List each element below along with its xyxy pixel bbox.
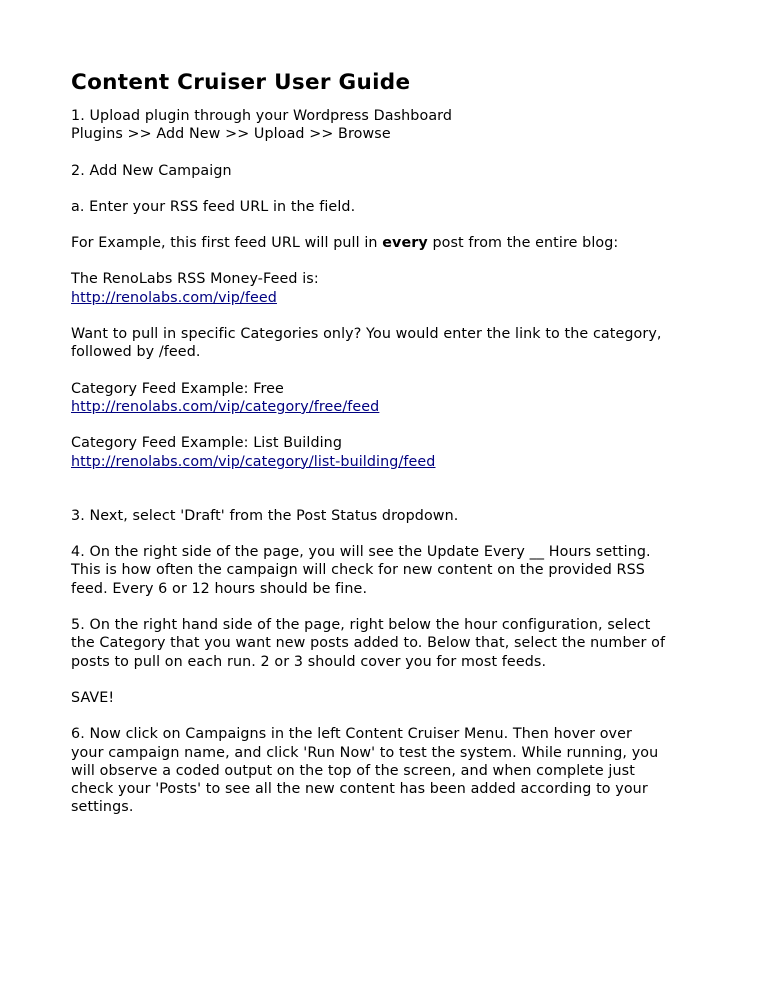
category-free-link[interactable]: http://renolabs.com/vip/category/free/feed (71, 398, 380, 415)
step-1-paragraph (71, 107, 711, 144)
step-4-paragraph (71, 543, 711, 598)
money-feed-link-line (71, 289, 711, 307)
step-3-text: 3. Next, select 'Draft' from the Post Status dropdown. (71, 507, 459, 524)
category-list-link[interactable]: http://renolabs.com/vip/category/list-building/feed (71, 453, 436, 470)
categories-note-paragraph (71, 325, 711, 362)
category-list-label: Category Feed Example: List Building (71, 435, 343, 452)
categories-note-line-2: followed by /feed. (71, 344, 201, 361)
step-6-line-1: 6. Now click on Campaigns in the left Content Cruiser Menu. Then hover over (71, 726, 632, 743)
step-4-line-3: feed. Every 6 or 12 hours should be fine. (71, 580, 368, 597)
example-bold-text: every (382, 235, 428, 252)
step-4-line-1: 4. On the right side of the page, you will see the Update Every __ Hours setting. (71, 544, 651, 561)
step-2-text: 2. Add New Campaign (71, 162, 232, 179)
step-1-path: Plugins >> Add New >> Upload >> Browse (71, 126, 391, 143)
money-feed-paragraph (71, 270, 711, 307)
category-free-paragraph (71, 380, 711, 417)
step-2a-text: a. Enter your RSS feed URL in the field. (71, 198, 356, 215)
step-1-line: 1. Upload plugin through your Wordpress Dashboard (71, 108, 453, 124)
save-paragraph (71, 689, 711, 707)
example-text-before: For Example, this first feed URL will pull in (71, 235, 383, 252)
step-5-line-1: 5. On the right hand side of the page, right below the hour configuration, select (71, 617, 651, 634)
category-list-paragraph (71, 434, 711, 471)
step-6-line-3: will observe a coded output on the top of the screen, and when complete just (71, 762, 635, 779)
step-2a-paragraph (71, 198, 711, 216)
money-feed-label: The RenoLabs RSS Money-Feed is: (71, 271, 319, 288)
category-free-link-line (71, 398, 711, 416)
document-page (71, 70, 711, 835)
example-text-after: post from the entire blog: (427, 235, 619, 252)
step-6-line-4: check your 'Posts' to see all the new content has been added according to your (71, 781, 648, 798)
category-list-link-line (71, 453, 711, 471)
step-3-paragraph (71, 507, 711, 525)
step-5-paragraph (71, 616, 711, 671)
document-title: Content Cruiser User Guide (71, 70, 411, 95)
money-feed-link[interactable]: http://renolabs.com/vip/feed (71, 289, 277, 306)
step-6-line-2: your campaign name, and click 'Run Now' to test the system. While running, you (71, 744, 659, 761)
example-paragraph (71, 234, 711, 252)
step-5-line-3: posts to pull on each run. 2 or 3 should cover you for most feeds. (71, 653, 547, 670)
step-6-paragraph (71, 725, 711, 816)
category-free-label: Category Feed Example: Free (71, 380, 284, 397)
step-5-line-2: the Category that you want new posts added to. Below that, select the number of (71, 635, 666, 652)
example-line (71, 234, 711, 252)
step-4-line-2: This is how often the campaign will check for new content on the provided RSS (71, 562, 645, 579)
save-text: SAVE! (71, 689, 115, 706)
categories-note-line-1: Want to pull in specific Categories only? You would enter the link to the category, (71, 326, 662, 343)
step-6-line-5: settings. (71, 799, 134, 816)
step-2-paragraph (71, 162, 711, 180)
